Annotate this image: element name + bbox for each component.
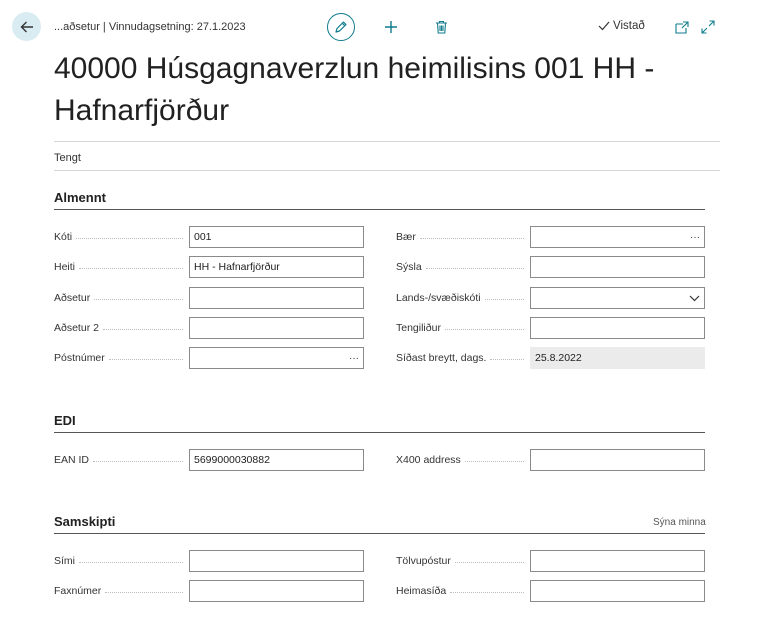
breadcrumb: ...aðsetur | Vinnudagsetning: 27.1.2023 [54,21,246,33]
last-modified-field: 25.8.2022 [530,347,705,369]
field-label-address: Aðsetur [54,287,189,309]
x400-address-field[interactable] [530,449,705,471]
field-label-phone: Sími [54,550,189,572]
website-field[interactable] [530,580,705,602]
checkmark-icon [598,21,610,31]
field-label-contact: Tengiliður [396,317,530,339]
address-2-field[interactable] [189,317,364,339]
section-title-general: Almennt [54,190,106,205]
arrow-left-icon [20,20,34,34]
field-label-fax: Faxnúmer [54,580,189,602]
saved-label: Vistað [613,20,645,32]
section-divider [54,533,705,534]
show-less-link[interactable]: Sýna minna [653,517,706,528]
country-region-select[interactable] [530,287,705,309]
trash-icon [435,20,448,34]
city-field[interactable] [530,226,705,248]
field-label-email: Tölvupóstur [396,550,530,572]
related-menu[interactable]: Tengt [54,152,81,164]
field-label-x400-address: X400 address [396,449,530,471]
field-label-county: Sýsla [396,256,530,278]
field-label-name: Heiti [54,256,189,278]
back-button[interactable] [12,12,41,41]
phone-field[interactable] [189,550,364,572]
expand-button[interactable] [700,19,716,35]
section-divider [54,432,705,433]
open-new-window-button[interactable] [674,20,690,34]
ellipsis-icon[interactable]: ··· [690,231,700,243]
field-label-last-modified: Síðast breytt, dags. [396,347,530,369]
post-code-field[interactable] [189,347,364,369]
expand-icon [701,20,715,34]
address-field[interactable] [189,287,364,309]
new-button[interactable] [383,19,399,35]
open-in-new-window-icon [675,21,689,34]
field-label-country-region: Lands-/svæðiskóti [396,287,530,309]
field-label-website: Heimasíða [396,580,530,602]
field-label-post-code: Póstnúmer [54,347,189,369]
email-field[interactable] [530,550,705,572]
field-label-code: Kóti [54,226,189,248]
edit-button[interactable] [327,13,355,41]
ellipsis-icon[interactable]: ··· [349,352,359,364]
saved-status [598,20,645,32]
delete-button[interactable] [433,19,449,35]
name-field[interactable]: HH - Hafnarfjörður [189,256,364,278]
section-title-communication: Samskipti [54,514,116,529]
field-label-address-2: Aðsetur 2 [54,317,189,339]
code-field[interactable]: 001 [189,226,364,248]
field-label-city: Bær [396,226,530,248]
contact-field[interactable] [530,317,705,339]
section-title-edi: EDI [54,413,76,428]
divider [54,170,720,171]
field-label-ean-id: EAN ID [54,449,189,471]
county-field[interactable] [530,256,705,278]
plus-icon [384,20,398,34]
divider [54,141,720,142]
section-divider [54,209,705,210]
ean-id-field[interactable]: 5699000030882 [189,449,364,471]
fax-field[interactable] [189,580,364,602]
pencil-icon [334,20,348,34]
page-title: 40000 Húsgagnaverzlun heimilisins 001 HH - Hafnarfjörður [54,52,655,127]
chevron-down-icon [689,295,700,302]
